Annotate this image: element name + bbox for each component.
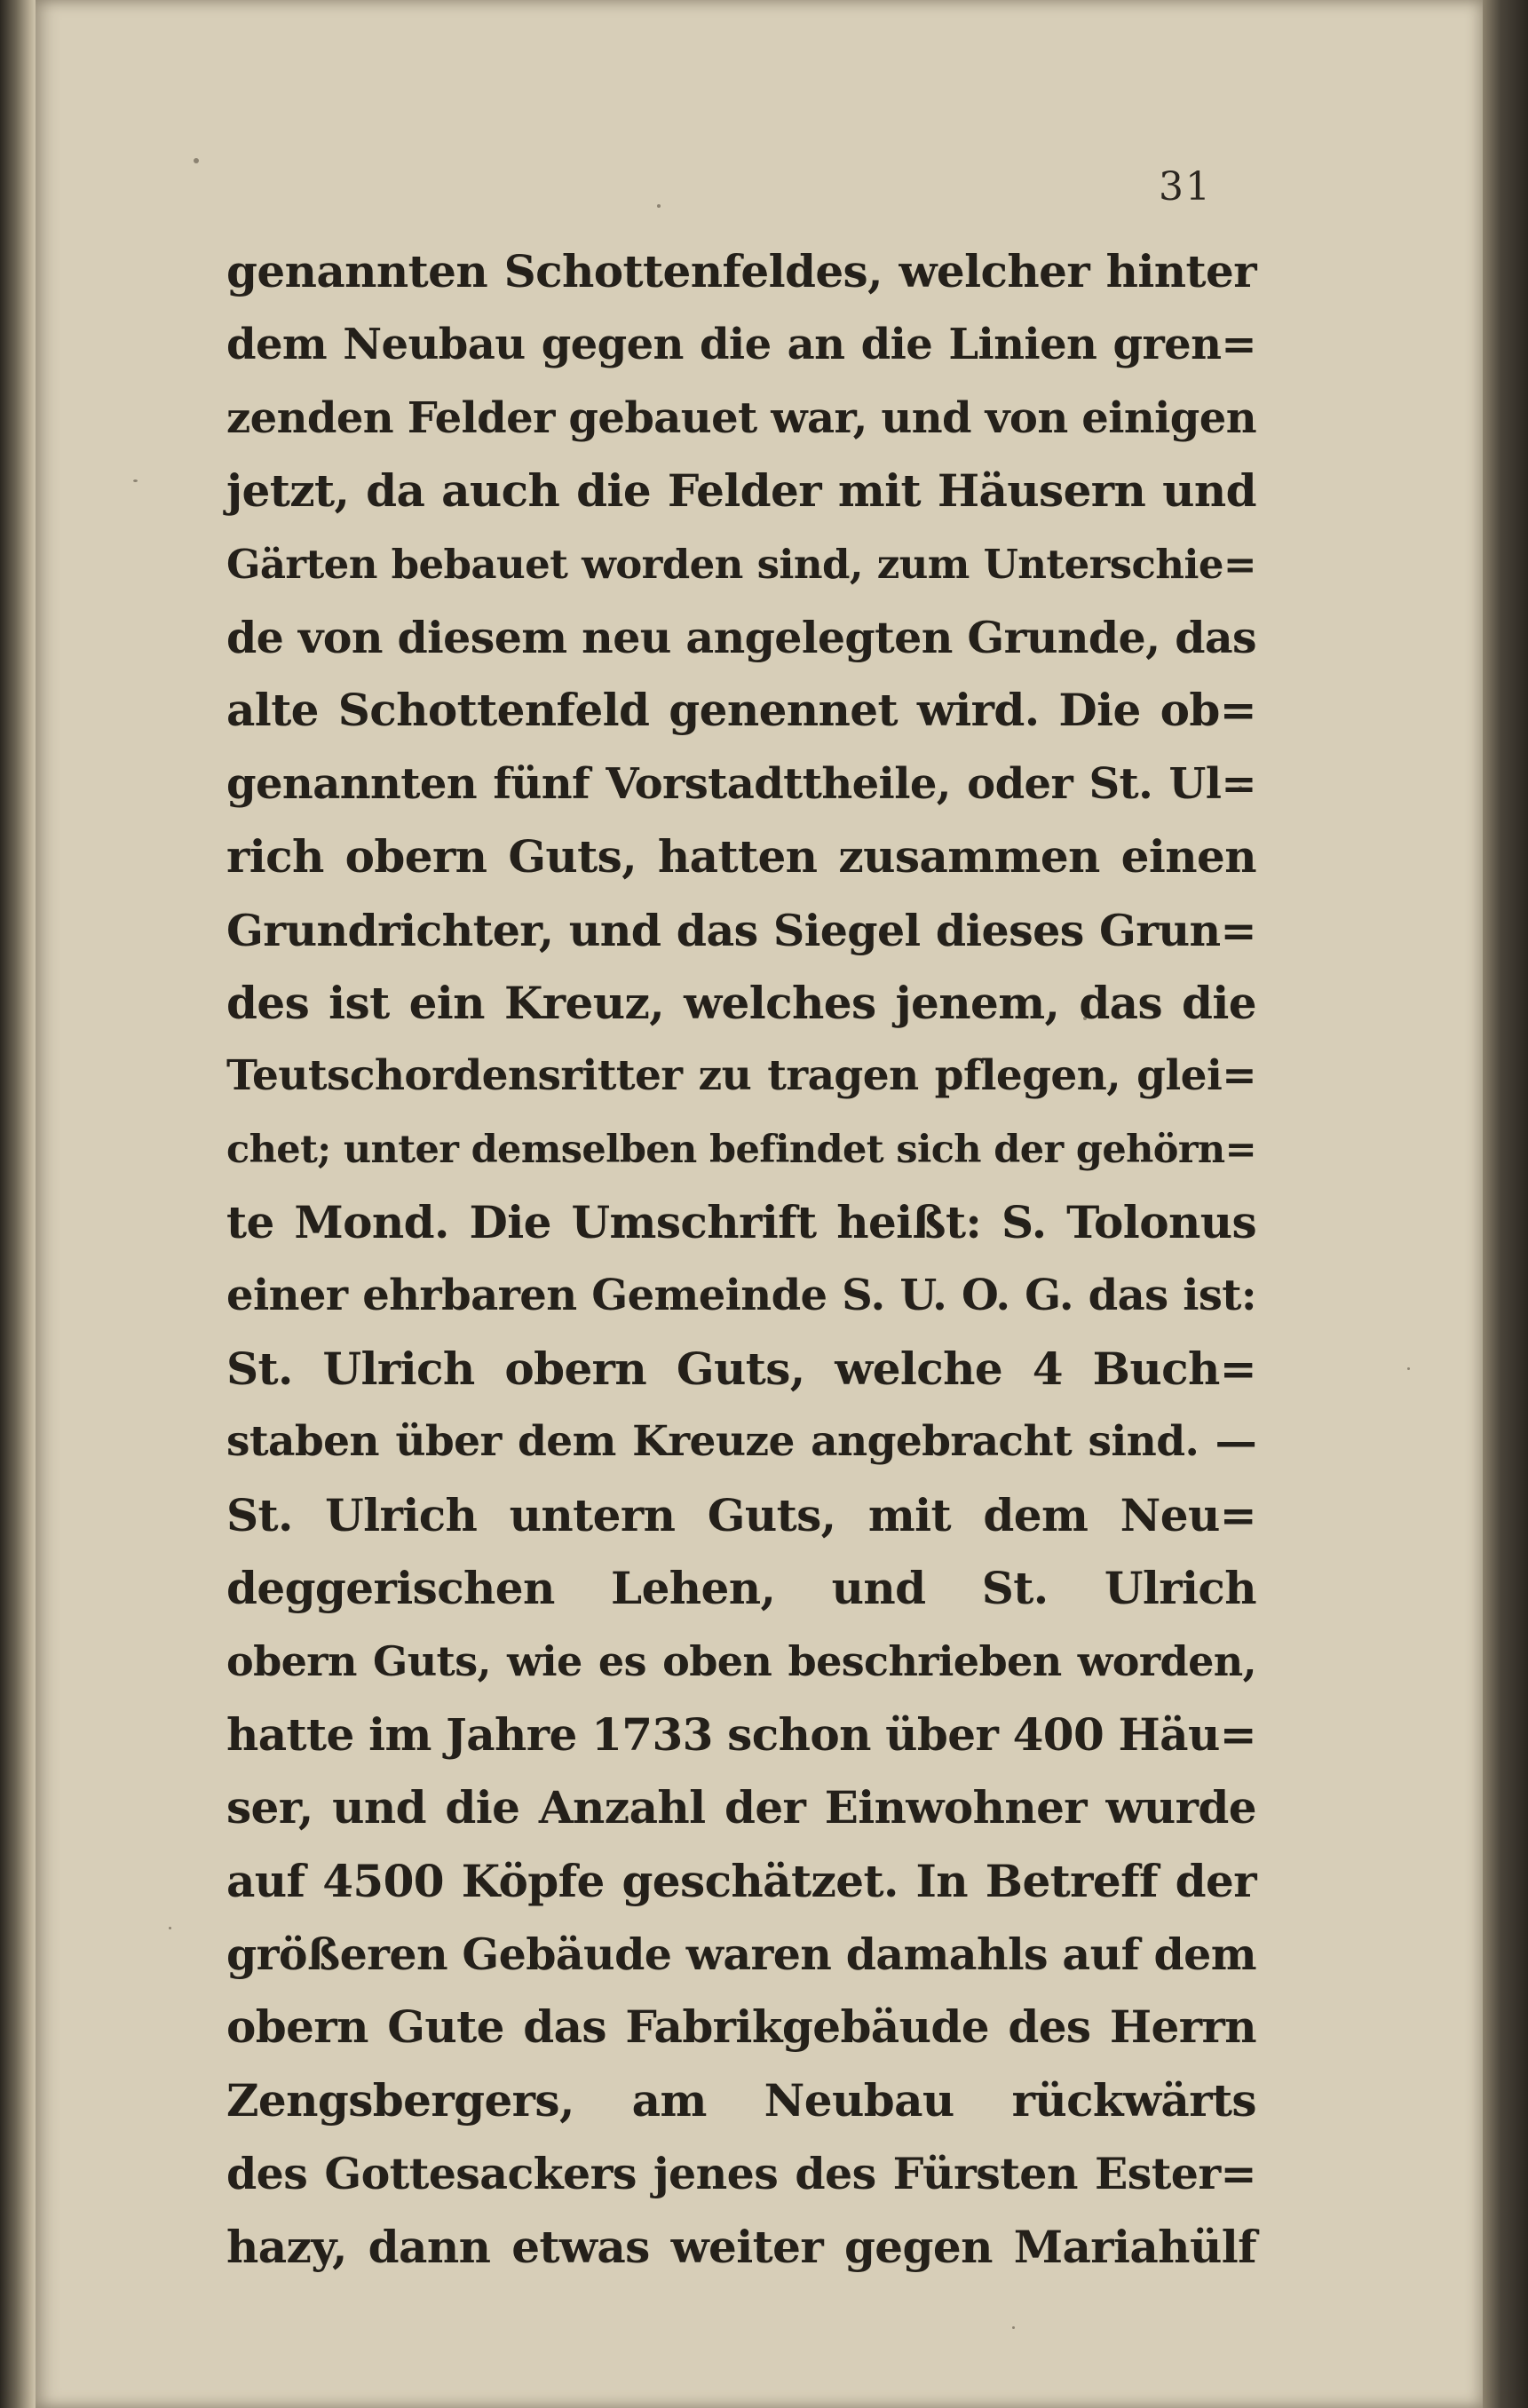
text-line: genannten Schottenfeldes, welcher hinter: [226, 245, 1256, 297]
paper-speck: [133, 479, 138, 482]
right-page-edge: [1483, 0, 1528, 2408]
text-line: Zengsbergers, am Neubau rückwärts: [226, 2073, 1256, 2127]
text-line: genannten fünf Vorstadttheile, oder St. Ul=: [226, 758, 1256, 809]
body-text: [226, 235, 1256, 2284]
text-line: zenden Felder gebauet war, und von einigen: [226, 392, 1256, 443]
text-line: alte Schottenfeld genennet wird. Die ob=: [226, 684, 1256, 737]
text-line: obern Guts, wie es oben beschrieben worden,: [226, 1637, 1256, 1686]
paper-speck: [194, 158, 199, 163]
text-line: te Mond. Die Umschrift heißt: S. Tolonus: [226, 1196, 1256, 1249]
text-line: jetzt, da auch die Felder mit Häusern und: [226, 464, 1256, 518]
text-line: de von diesem neu angelegten Grunde, das: [226, 611, 1256, 663]
text-line: des ist ein Kreuz, welches jenem, das die: [226, 976, 1256, 1029]
text-line: des Gottesackers jenes des Fürsten Ester=: [226, 2148, 1256, 2200]
text-line: auf 4500 Köpfe geschätzet. In Betreff der: [226, 1854, 1256, 1907]
text-line: obern Gute das Fabrikgebäude des Herrn: [226, 2000, 1256, 2054]
text-line: dem Neubau gegen die an die Linien gren=: [226, 320, 1256, 370]
text-line: Gärten bebauet worden sind, zum Unterschie=: [226, 540, 1256, 588]
text-line: Grundrichter, und das Siegel dieses Grun=: [226, 904, 1256, 956]
text-line: größeren Gebäude waren damahls auf dem: [226, 1928, 1256, 1980]
text-line: rich obern Guts, hatten zusammen einen: [226, 830, 1256, 883]
text-line: deggerischen Lehen, und St. Ulrich: [226, 1562, 1256, 1615]
paper-speck: [1012, 2326, 1015, 2329]
text-line: St. Ulrich obern Guts, welche 4 Buch=: [226, 1342, 1256, 1395]
paper-speck: [169, 1927, 171, 1929]
page-number: 31: [1159, 164, 1212, 210]
text-line: einer ehrbaren Gemeinde S. U. O. G. das ist:: [226, 1271, 1256, 1321]
paper-speck: [657, 204, 661, 208]
text-line: hatte im Jahre 1733 schon über 400 Häu=: [226, 1707, 1256, 1761]
paper-speck: [1407, 1367, 1410, 1370]
text-line: St. Ulrich untern Guts, mit dem Neu=: [226, 1488, 1256, 1541]
text-line: Teutschordensritter zu tragen pflegen, glei=: [226, 1051, 1256, 1101]
text-line: ser, und die Anzahl der Einwohner wurde: [226, 1781, 1256, 1834]
left-page-edge: [0, 0, 36, 2408]
text-line: staben über dem Kreuze angebracht sind. —: [226, 1417, 1256, 1467]
text-line: chet; unter demselben befindet sich der gehörn=: [226, 1127, 1256, 1172]
text-line: hazy, dann etwas weiter gegen Mariahülf: [226, 2220, 1256, 2273]
